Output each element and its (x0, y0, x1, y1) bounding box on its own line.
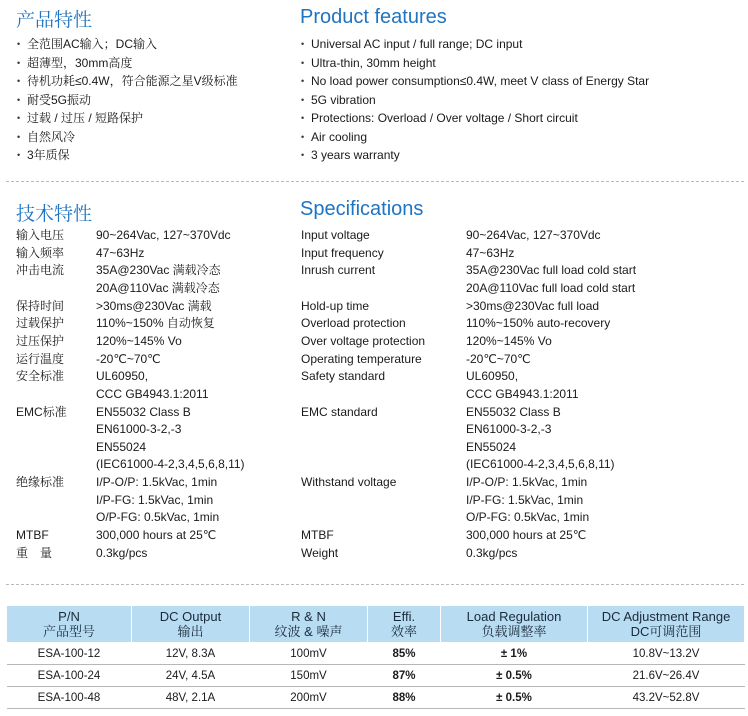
spec-value-en: 120%~145% Vo (466, 333, 552, 348)
column-header-dc-output: DC Output 输出 (132, 606, 250, 643)
spec-label-en: Safety standard (301, 369, 386, 384)
spec-value-en: 0.3kg/pcs (466, 545, 518, 560)
spec-value-en: EN61000-3-2,-3 (466, 422, 552, 437)
feature-item: • 3年质保 (17, 146, 238, 165)
spec-label-cn: 绝缘标准 (16, 475, 65, 490)
table-cell: ESA-100-24 (7, 665, 132, 687)
table-cell: 200mV (250, 687, 368, 709)
column-header-dc-adjustment: DC Adjustment Range DC可调范围 (588, 606, 745, 643)
table-row (7, 665, 745, 687)
spec-value-en: -20℃~70℃ (466, 351, 531, 366)
spec-value-cn: 35A@230Vac 满载冷态 (96, 263, 221, 278)
feature-item: • 过载 / 过压 / 短路保护 (17, 109, 238, 128)
table-cell: 43.2V~52.8V (588, 687, 745, 709)
spec-value-en: I/P-O/P: 1.5kVac, 1min (466, 475, 588, 490)
spec-value-cn: CCC GB4943.1:2011 (96, 386, 209, 401)
spec-value-cn: 120%~145% Vo (96, 333, 182, 348)
spec-value-en: 47~63Hz (466, 245, 515, 260)
spec-label-en: EMC standard (301, 404, 378, 419)
specs-title-cn: 技术特性 (16, 203, 93, 225)
spec-value-en: EN55024 (466, 439, 517, 454)
spec-label-cn: 输入电压 (16, 228, 65, 242)
spec-value-cn: 20A@110Vac 满载冷态 (96, 280, 220, 295)
table-cell: 21.6V~26.4V (588, 665, 745, 687)
table-header-row (7, 606, 745, 643)
spec-value-cn: I/P-O/P: 1.5kVac, 1min (96, 475, 218, 490)
table-cell: 100mV (250, 643, 368, 665)
spec-label-cn: 过压保护 (16, 333, 65, 348)
spec-label-cn: 过载保护 (16, 316, 65, 331)
spec-value-en: CCC GB4943.1:2011 (466, 386, 579, 401)
model-table (6, 605, 745, 709)
spec-label-cn: EMC标准 (16, 404, 67, 419)
feature-item: • Protections: Overload / Over voltage / Short circuit (301, 109, 649, 128)
spec-value-en: I/P-FG: 1.5kVac, 1min (466, 492, 584, 507)
spec-value-cn: 90~264Vac, 127~370Vdc (96, 228, 231, 242)
features-title-cn: 产品特性 (16, 9, 93, 31)
column-header-rn: R & N 纹波 & 噪声 (250, 606, 368, 643)
spec-value-en: 110%~150% auto-recovery (466, 316, 611, 331)
spec-label-en: MTBF (301, 528, 334, 543)
column-header-load-regulation: Load Regulation 负载调整率 (441, 606, 588, 643)
feature-item: • 超薄型，30mm高度 (17, 54, 238, 73)
feature-item: • 5G vibration (301, 91, 649, 110)
table-row (7, 687, 745, 709)
features-title-en: Product features (300, 6, 447, 28)
table-cell: ± 0.5% (441, 665, 588, 687)
table-cell: ± 0.5% (441, 687, 588, 709)
features-list-cn (17, 35, 238, 165)
spec-value-en: UL60950, (466, 369, 519, 384)
feature-item: • 待机功耗≤0.4W，符合能源之星V级标准 (17, 72, 238, 91)
table-cell: ± 1% (441, 643, 588, 665)
table-cell: 88% (368, 687, 441, 709)
spec-value-en: 20A@110Vac full load cold start (466, 280, 636, 295)
spec-value-cn: 0.3kg/pcs (96, 545, 148, 560)
spec-label-cn: 输入频率 (16, 245, 65, 260)
specs-title-en: Specifications (300, 198, 424, 220)
spec-value-cn: -20℃~70℃ (96, 351, 161, 366)
spec-label-en: Over voltage protection (301, 333, 426, 348)
spec-label-en: Overload protection (301, 316, 406, 331)
spec-value-en: >30ms@230Vac full load (466, 298, 600, 313)
column-header-efficiency: Effi. 效率 (368, 606, 441, 643)
spec-value-en: 300,000 hours at 25℃ (466, 528, 587, 543)
table-cell: 87% (368, 665, 441, 687)
column-header-pn: P/N 产品型号 (7, 606, 132, 643)
table-cell: 150mV (250, 665, 368, 687)
spec-label-en: Withstand voltage (301, 475, 397, 490)
feature-item: • Ultra-thin, 30mm height (301, 54, 649, 73)
spec-label-en: Input voltage (301, 228, 370, 242)
spec-label-en: Weight (301, 545, 339, 560)
feature-item: • 3 years warranty (301, 146, 649, 165)
spec-value-en: 90~264Vac, 127~370Vdc (466, 228, 601, 242)
spec-label-en: Inrush current (301, 263, 376, 278)
table-cell: 48V, 2.1A (132, 687, 250, 709)
feature-item: • 耐受5G振动 (17, 91, 238, 110)
spec-value-cn: >30ms@230Vac 满载 (96, 298, 212, 313)
spec-value-cn: 110%~150% 自动恢复 (96, 316, 215, 331)
spec-label-cn: 冲击电流 (16, 263, 65, 278)
spec-value-en: 35A@230Vac full load cold start (466, 263, 637, 278)
section-divider (6, 584, 744, 585)
table-cell: 12V, 8.3A (132, 643, 250, 665)
table-cell: 85% (368, 643, 441, 665)
feature-item: • Universal AC input / full range; DC input (301, 35, 649, 54)
spec-label-cn: 安全标准 (16, 369, 65, 384)
spec-value-cn: I/P-FG: 1.5kVac, 1min (96, 492, 214, 507)
table-cell: ESA-100-48 (7, 687, 132, 709)
spec-value-cn: O/P-FG: 0.5kVac, 1min (96, 510, 220, 525)
feature-item: • Air cooling (301, 128, 649, 147)
spec-value-cn: 300,000 hours at 25℃ (96, 528, 217, 543)
feature-item: • 自然风冷 (17, 128, 238, 147)
spec-value-en: EN55032 Class B (466, 404, 561, 419)
spec-label-en: Operating temperature (301, 351, 422, 366)
spec-value-en: O/P-FG: 0.5kVac, 1min (466, 510, 590, 525)
spec-value-cn: EN55032 Class B (96, 404, 191, 419)
spec-value-cn: EN61000-3-2,-3 (96, 422, 182, 437)
spec-value-cn: 47~63Hz (96, 245, 145, 260)
spec-label-en: Hold-up time (301, 298, 370, 313)
spec-value-cn: UL60950, (96, 369, 149, 384)
spec-label-cn: 重 量 (16, 545, 53, 560)
table-cell: ESA-100-12 (7, 643, 132, 665)
table-cell: 10.8V~13.2V (588, 643, 745, 665)
spec-value-cn: EN55024 (96, 439, 147, 454)
spec-label-cn: 运行温度 (16, 351, 65, 366)
spec-value-cn: (IEC61000-4-2,3,4,5,6,8,11) (96, 457, 245, 472)
features-list-en (301, 35, 649, 165)
section-divider (6, 181, 744, 182)
spec-label-cn: 保持时间 (16, 298, 65, 313)
table-cell: 24V, 4.5A (132, 665, 250, 687)
feature-item: • 全范围AC输入；DC输入 (17, 35, 238, 54)
spec-label-en: Input frequency (301, 245, 384, 260)
feature-item: • No load power consumption≤0.4W, meet V class of Energy Star (301, 72, 649, 91)
spec-value-en: (IEC61000-4-2,3,4,5,6,8,11) (466, 457, 615, 472)
spec-label-cn: MTBF (16, 528, 49, 543)
table-row (7, 643, 745, 665)
